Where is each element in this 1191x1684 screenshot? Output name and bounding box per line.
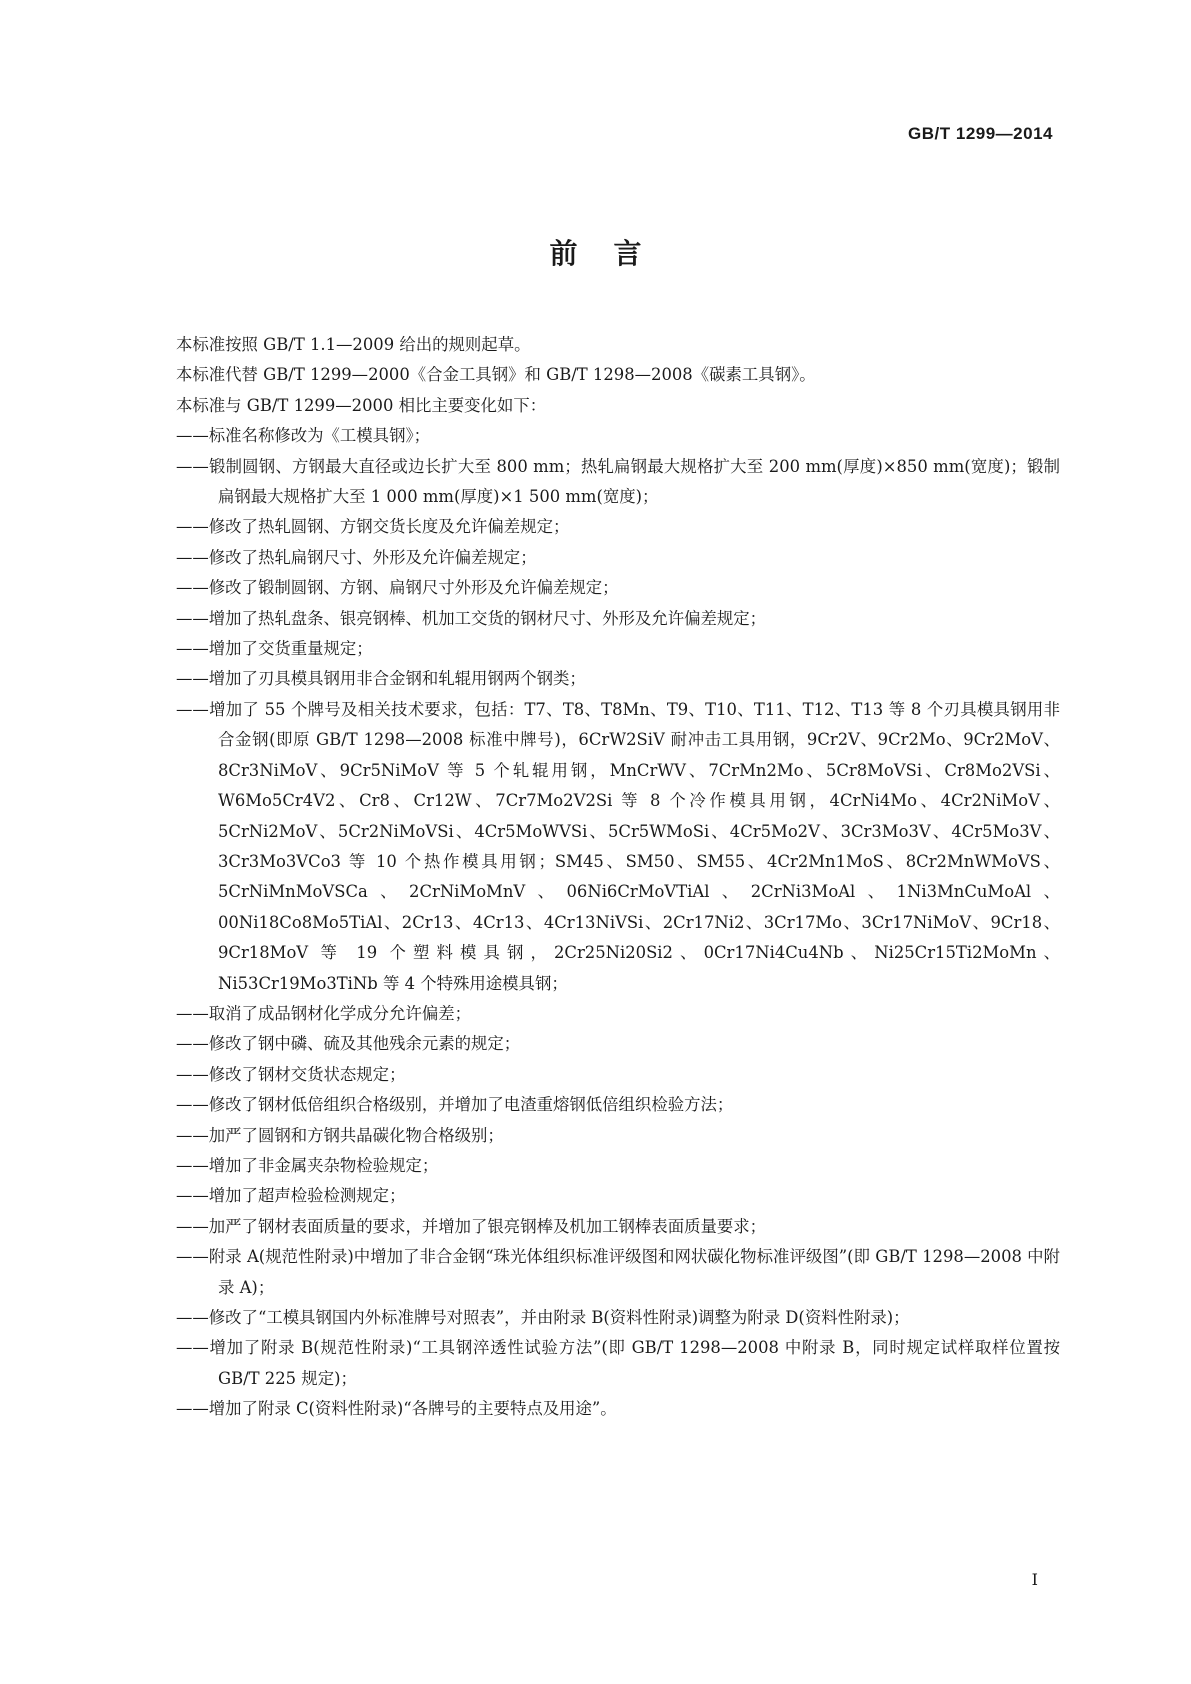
change-item: ——取消了成品钢材化学成分允许偏差； <box>176 1003 472 1023</box>
change-item: ——修改了热轧扁钢尺寸、外形及允许偏差规定； <box>176 547 537 567</box>
change-item: ——增加了刃具模具钢用非合金钢和轧辊用钢两个钢类； <box>176 669 586 689</box>
change-item: ——加严了圆钢和方钢共晶碳化物合格级别； <box>176 1125 504 1145</box>
intro-paragraph: 本标准按照 GB/T 1.1—2009 给出的规则起草。 <box>176 335 531 354</box>
foreword-body <box>176 330 1060 1425</box>
change-item: ——附录 A(规范性附录)中增加了非合金钢“珠光体组织标准评级图和网状碳化物标准评级图”(即 GB/T 1298—2008 中附录 A)； <box>176 1247 1060 1297</box>
change-item: ——增加了附录 B(规范性附录)“工具钢淬透性试验方法”(即 GB/T 1298—2008 中附录 B，同时规定试样取样位置按 GB/T 225 规定)； <box>176 1338 1060 1388</box>
change-item: ——增加了附录 C(资料性附录)“各牌号的主要特点及用途”。 <box>176 1399 617 1419</box>
intro-paragraph: 本标准代替 GB/T 1299—2000《合金工具钢》和 GB/T 1298—2008《碳素工具钢》。 <box>176 365 816 385</box>
change-item: ——修改了热轧圆钢、方钢交货长度及允许偏差规定； <box>176 517 570 537</box>
change-item: ——增加了非金属夹杂物检验规定； <box>176 1155 439 1175</box>
intro-paragraph: 本标准与 GB/T 1299—2000 相比主要变化如下： <box>176 395 547 415</box>
change-item: ——修改了钢中磷、硫及其他残余元素的规定； <box>176 1034 521 1054</box>
page-number: I <box>1031 1570 1038 1589</box>
change-item: ——锻制圆钢、方钢最大直径或边长扩大至 800 mm；热轧扁钢最大规格扩大至 200 mm(厚度)×850 mm(宽度)；锻制扁钢最大规格扩大至 1 000 mm(厚度)×1 500 mm(宽度)； <box>176 456 1060 507</box>
change-item: ——增加了交货重量规定； <box>176 639 373 659</box>
change-item: ——修改了钢材低倍组织合格级别，并增加了电渣重熔钢低倍组织检验方法； <box>176 1095 734 1115</box>
change-item: ——修改了“工模具钢国内外标准牌号对照表”，并由附录 B(资料性附录)调整为附录 D(资料性附录)； <box>176 1308 910 1327</box>
change-item: ——修改了锻制圆钢、方钢、扁钢尺寸外形及允许偏差规定； <box>176 578 619 598</box>
change-item: ——标准名称修改为《工模具钢》； <box>176 426 431 446</box>
change-item: ——增加了 55 个牌号及相关技术要求，包括：T7、T8、T8Mn、T9、T10、T11、T12、T13 等 8 个刃具模具钢用非合金钢(即原 GB/T 1298—2008 标准中牌号)，6CrW2SiV 耐冲击工具用钢，9Cr2V、9Cr2Mo、9Cr2MoV、8Cr3NiMoV、9Cr5NiMoV 等 5 个轧辊用钢，MnCrWV、7CrMn2Mo、5Cr8MoVSi、Cr8Mo2VSi、W6Mo5Cr4V2、Cr8、Cr12W、7Cr7Mo2V2Si 等 8 个冷作模具用钢，4CrNi4Mo、4Cr2NiMoV、5CrNi2MoV、5Cr2NiMoVSi、4Cr5MoWVSi、5Cr5WMoSi、4Cr5Mo2V、3Cr3Mo3V、4Cr5Mo3V、3Cr3Mo3VCo3 等 10 个热作模具用钢；SM45、SM50、SM55、4Cr2Mn1MoS、8Cr2MnWMoVS、5CrNiMnMoVSCa、2CrNiMoMnV、06Ni6CrMoVTiAl、2CrNi3MoAl、1Ni3MnCuMoAl、00Ni18Co8Mo5TiAl、2Cr13、4Cr13、4Cr13NiVSi、2Cr17Ni2、3Cr17Mo、3Cr17NiMoV、9Cr18、9Cr18MoV 等 19 个塑料模具钢，2Cr25Ni20Si2、0Cr17Ni4Cu4Nb、Ni25Cr15Ti2MoMn、Ni53Cr19Mo3TiNb 等 4 个特殊用途模具钢； <box>176 699 1060 993</box>
change-item: ——增加了超声检验检测规定； <box>176 1186 406 1206</box>
standard-code: GB/T 1299—2014 <box>908 124 1053 143</box>
change-item: ——加严了钢材表面质量的要求，并增加了银亮钢棒及机加工钢棒表面质量要求； <box>176 1216 767 1236</box>
page-title: 前言 <box>549 237 678 270</box>
change-item: ——修改了钢材交货状态规定； <box>176 1064 406 1084</box>
change-item: ——增加了热轧盘条、银亮钢棒、机加工交货的钢材尺寸、外形及允许偏差规定； <box>176 608 767 628</box>
